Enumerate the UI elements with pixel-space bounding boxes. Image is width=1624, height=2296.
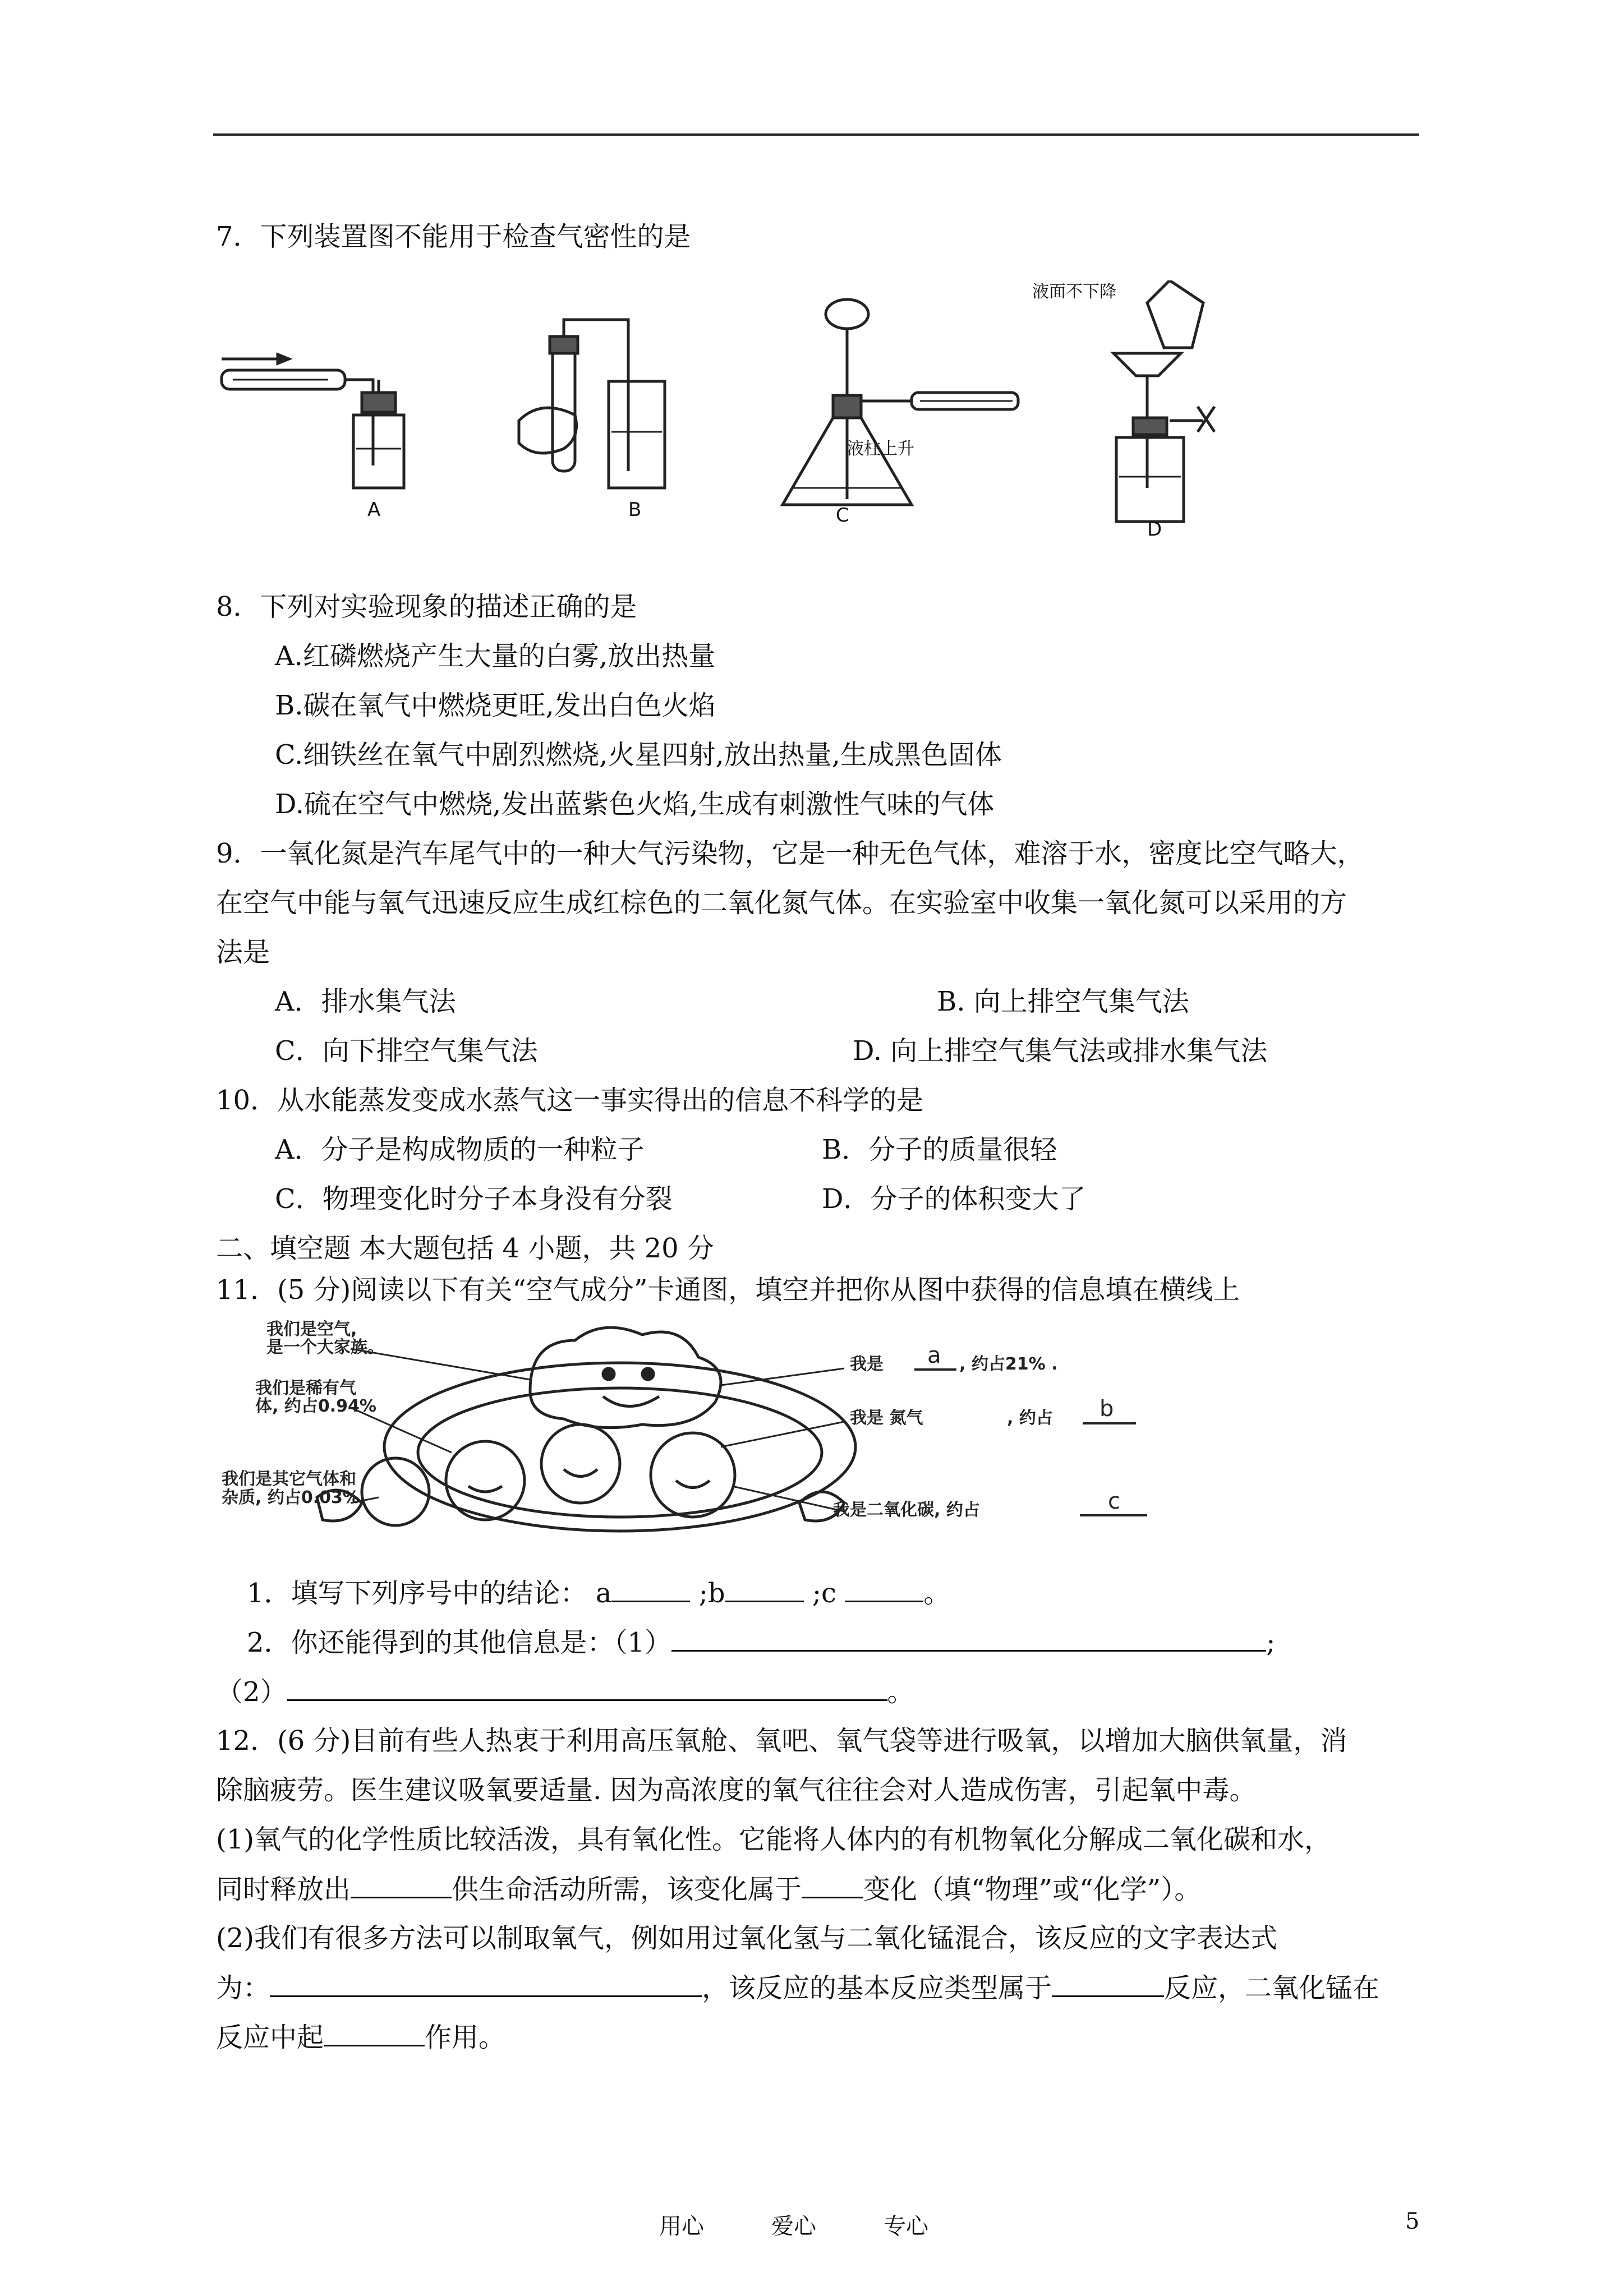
cartoon-letter-b: b	[1099, 1396, 1114, 1422]
q9-option-a: A．排水集气法	[275, 986, 456, 1017]
q8-stem: 8．下列对实验现象的描述正确的是	[216, 591, 637, 623]
q10-stem: 10．从水能蒸发变成水蒸气这一事实得出的信息不科学的是	[216, 1085, 924, 1116]
q8-option-d: D.硫在空气中燃烧,发出蓝紫色火焰,生成有刺激性气味的气体	[275, 789, 995, 820]
cartoon-text-n2-mid: , 约占	[1007, 1408, 1053, 1428]
q11-answer-b-blank[interactable]	[725, 1576, 804, 1602]
q12-line-4-a: 同时释放出	[216, 1874, 351, 1905]
cartoon-text-n2-pre: 我是 氮气	[850, 1408, 923, 1428]
q12-line-6-a: 为：	[216, 1972, 270, 2004]
footer-motto-1: 用心	[659, 2214, 704, 2239]
q12-line-7	[216, 2020, 505, 2054]
q12-energy-blank[interactable]	[351, 1872, 452, 1898]
q12-role-blank[interactable]	[324, 2020, 425, 2046]
q11-answer-a-blank[interactable]	[611, 1576, 690, 1602]
q12-line-2: 除脑疲劳。医生建议吸氧要适量. 因为高浓度的氧气往往会对人造成伤害，引起氧中毒。	[216, 1774, 1257, 1806]
q11-sub1-b-label: ;b	[698, 1578, 725, 1609]
cartoon-text-o2-post: , 约占21% .	[959, 1354, 1058, 1374]
q7-stem: 7．下列装置图不能用于检查气密性的是	[216, 221, 691, 252]
q7-d-note: 液面不下降	[1032, 282, 1116, 302]
q8-option-a: A.红磷燃烧产生大量的白雾,放出热量	[275, 640, 716, 672]
header-rule	[213, 133, 1419, 136]
cartoon-letter-a: a	[927, 1343, 941, 1368]
section-heading: 二、填空题 本大题包括 4 小题，共 20 分	[216, 1233, 714, 1264]
q10-option-c: C．物理变化时分子本身没有分裂	[275, 1183, 673, 1215]
q9-option-c: C．向下排空气集气法	[275, 1035, 538, 1067]
q11-air-cartoon	[216, 1318, 1186, 1542]
footer-motto-2: 爱心	[771, 2214, 816, 2239]
cartoon-text-o2-pre: 我是	[850, 1354, 884, 1374]
q12-line-6-b: ，该反应的基本反应类型属于	[702, 1972, 1052, 2004]
q9-option-d: D. 向上排空气集气法或排水集气法	[853, 1035, 1268, 1067]
q11-sub2-2	[216, 1675, 914, 1709]
q8-option-b: B.碳在氧气中燃烧更旺,发出白色火焰	[275, 690, 716, 721]
q7-label-c: C	[836, 504, 849, 527]
q7-label-a: A	[367, 499, 381, 521]
q11-stem: 11．(5 分)阅读以下有关“空气成分”卡通图，填空并把你从图中获得的信息填在横线上	[216, 1274, 1240, 1306]
cartoon-text-air-1: 我们是空气,	[266, 1320, 357, 1339]
q12-line-1: 12．(6 分)目前有些人热衷于利用高压氧舱、氧吧、氧气袋等进行吸氧，以增加大脑供氧量，消	[216, 1725, 1347, 1756]
q11-sub2	[247, 1625, 1275, 1659]
q10-option-d: D．分子的体积变大了	[822, 1183, 1086, 1215]
q9-line-1: 9．一氧化氮是汽车尾气中的一种大气污染物，它是一种无色气体，难溶于水，密度比空气略大，	[216, 838, 1364, 869]
apparatus-d	[1114, 280, 1214, 522]
q7-label-b: B	[628, 499, 642, 521]
q12-line-4-b: 供生命活动所需，该变化属于	[452, 1874, 802, 1905]
cartoon-text-air-2: 是一个大家族。	[266, 1338, 384, 1357]
q9-line-3: 法是	[216, 937, 270, 968]
q12-line-5: (2)我们有很多方法可以制取氧气，例如用过氧化氢与二氧化锰混合，该反应的文字表达式	[216, 1922, 1277, 1954]
q9-line-2: 在空气中能与氧气迅速反应生成红棕色的二氧化氮气体。在实验室中收集一氧化氮可以采用的方	[216, 887, 1347, 919]
q12-line-7-b: 作用。	[425, 2022, 506, 2053]
q7-apparatus-figure	[216, 280, 1254, 538]
q11-sub1	[247, 1576, 950, 1610]
cartoon-text-rare-2: 体, 约占0.94%	[255, 1396, 376, 1416]
q8-option-c: C.细铁丝在氧气中剧烈燃烧,火星四射,放出热量,生成黑色固体	[275, 739, 1002, 771]
q12-line-4	[216, 1872, 1201, 1906]
q10-option-b: B．分子的质量很轻	[822, 1134, 1057, 1165]
cartoon-text-other-1: 我们是其它气体和	[222, 1469, 356, 1489]
q12-change-type-blank[interactable]	[802, 1872, 863, 1898]
cartoon-text-rare-1: 我们是稀有气	[255, 1378, 356, 1398]
q11-sub1-c-label: ;c	[812, 1578, 836, 1609]
footer-motto-3: 专心	[884, 2214, 928, 2239]
q12-line-6	[216, 1971, 1379, 2005]
q11-sub1-a-label: a	[595, 1578, 612, 1609]
apparatus-b	[519, 320, 665, 488]
apparatus-a	[222, 354, 404, 488]
q11-sub2-end2: 。	[887, 1676, 914, 1708]
q11-info-2-blank[interactable]	[287, 1675, 887, 1701]
q7-c-note: 液柱上升	[847, 439, 914, 459]
cartoon-letter-c: c	[1108, 1488, 1120, 1514]
q11-sub1-label: 1．填写下列序号中的结论：	[247, 1578, 587, 1609]
q11-sub2-2-label: （2）	[216, 1676, 287, 1708]
cartoon-text-co2-pre: 我是二氧化碳, 约占	[833, 1500, 980, 1520]
q11-info-1-blank[interactable]	[671, 1625, 1266, 1652]
q12-line-3: (1)氧气的化学性质比较活泼，具有氧化性。它能将人体内的有机物氧化分解成二氧化碳和水，	[216, 1824, 1331, 1855]
q12-line-4-c: 变化（填“物理”或“化学”）。	[863, 1874, 1202, 1905]
q12-equation-blank[interactable]	[270, 1971, 702, 1997]
cartoon-text-other-2: 杂质, 约占0.03%	[222, 1488, 360, 1507]
page-number: 5	[1405, 2209, 1420, 2234]
q11-answer-c-blank[interactable]	[845, 1576, 923, 1602]
q12-reaction-type-blank[interactable]	[1052, 1971, 1164, 1997]
q9-option-b: B. 向上排空气集气法	[937, 986, 1189, 1017]
q11-sub2-end1: ;	[1266, 1627, 1276, 1658]
q10-option-a: A．分子是构成物质的一种粒子	[275, 1134, 645, 1165]
q11-sub1-end: 。	[923, 1578, 951, 1609]
apparatus-c	[783, 299, 1018, 505]
q7-label-d: D	[1147, 518, 1162, 538]
q11-sub2-label: 2．你还能得到的其他信息是：（1）	[247, 1627, 672, 1658]
q12-line-7-a: 反应中起	[216, 2022, 324, 2053]
q12-line-6-c: 反应，二氧化锰在	[1164, 1972, 1380, 2004]
